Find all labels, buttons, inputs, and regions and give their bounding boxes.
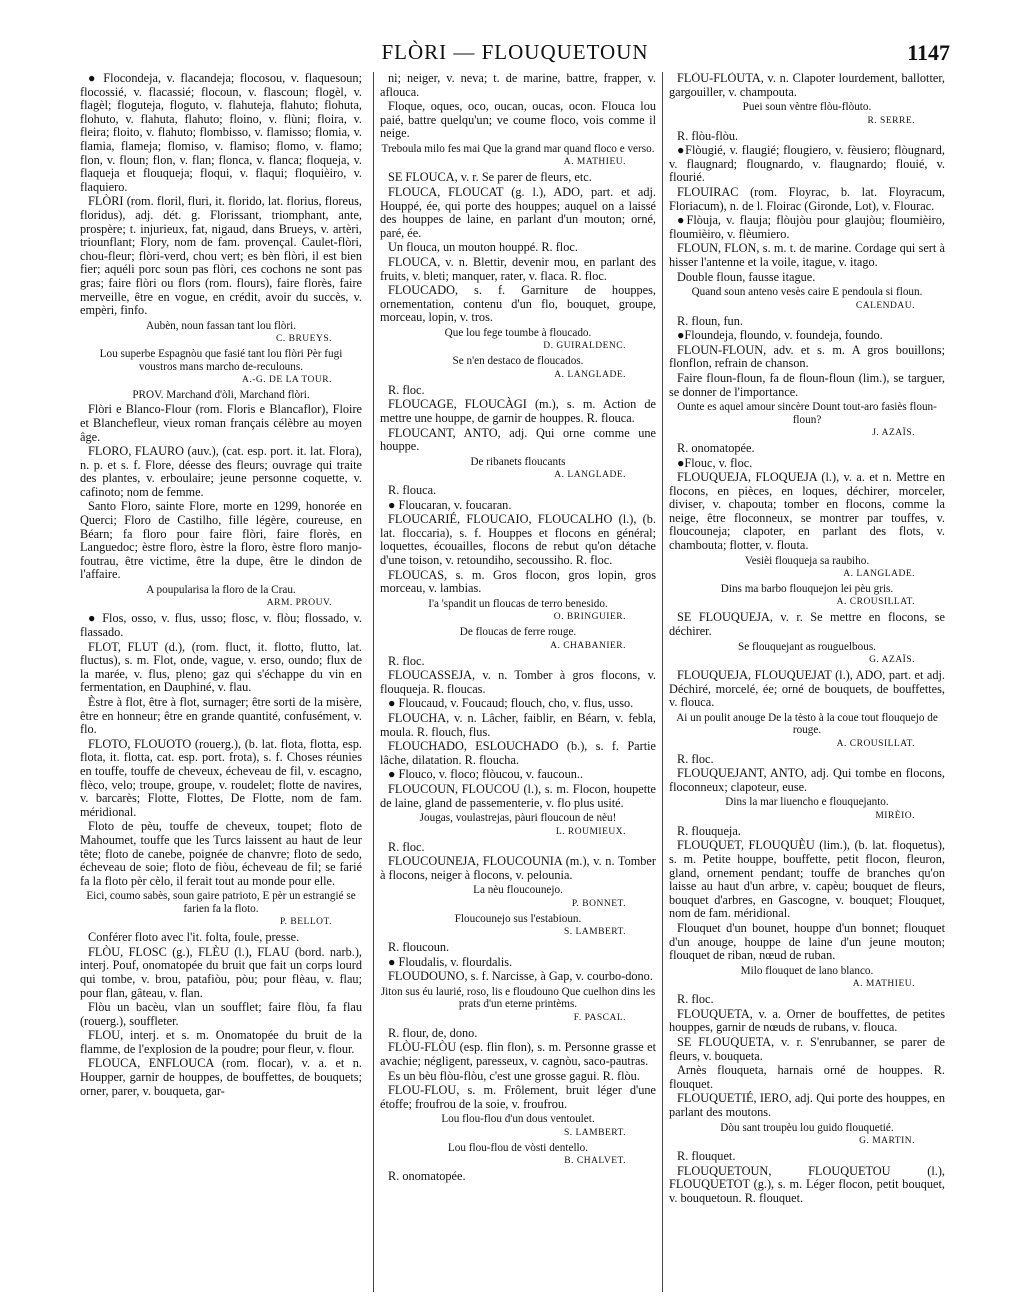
entry-paragraph: FLOTO, FLOUOTO (rouerg.), (b. lat. flota, flotta, esp. flota, it. flotta, cat. esp. port. frota), s. f. Choses réunies en touffe, touffe de cheveux, écheveau de fil, v. escagno, flèco, velo; troupe, groupe, v. roudelet; flotte de navires, v. barcarès; Flotte, Flottes, De Flotte, nom de fam. méridional. bbox=[80, 736, 362, 819]
entry-paragraph: FLOUQUETA, v. a. Orner de bouffettes, de petites houppes, garnir de nœuds de rubans, v. flouca. bbox=[669, 1006, 945, 1035]
entry-paragraph: ●Flòugié, v. flaugié; flougiero, v. fèusiero; flòugnard, v. flaugnard; flougnardo, v. flaugnardo; flouié, v. flourié. bbox=[669, 143, 945, 185]
citation-quote: Ai un poulit anouge De la tèsto à la coue tout flouquejo de rouge. bbox=[676, 711, 938, 737]
citation-author: O. BRINGUIER. bbox=[553, 612, 626, 623]
citation-author: J. AZAÏS. bbox=[872, 427, 915, 438]
entry-paragraph: FLOUCHADO, ESLOUCHADO (b.), s. f. Partie lâche, dilatation. R. floucha. bbox=[380, 739, 656, 767]
entry-paragraph: FLOUCOUN, FLOUCOU (l.), s. m. Flocon, houpette de laine, gland de passementerie, v. flo plus usité. bbox=[380, 782, 656, 810]
entry-paragraph: FLOU, interj. et s. m. Onomatopée du bruit de la flamme, de l'explosion de la poudre; pour fleur, v. flour. bbox=[80, 1028, 362, 1056]
citation-author: P. BELLOT. bbox=[279, 917, 332, 928]
citation-author: C. BRUEYS. bbox=[276, 334, 332, 345]
citation-quote: Dòu sant troupèu lou guido flouquetié. bbox=[720, 1121, 894, 1134]
entry-paragraph: Un flouca, un mouton houppé. R. floc. bbox=[388, 240, 578, 255]
column-3 bbox=[662, 72, 945, 1292]
entry-paragraph: Es un bèu flòu-flòu, c'est une grosse gagui. R. flòu. bbox=[388, 1068, 640, 1083]
entry-paragraph: FLOUCARIÉ, FLOUCAIO, FLOUCALHO (l.), (b. lat. floccaria), s. f. Houppes et flocons en général; loquettes, écouailles, flocons de rebut qu'on détache d'une toison, v. retoundiho, secoussiho. R. floc. bbox=[380, 512, 656, 568]
citation-author: A. CROUSILLAT. bbox=[836, 738, 915, 749]
entry-paragraph: R. flouqueja. bbox=[677, 823, 741, 838]
entry-paragraph: FLOUCOUNEJA, FLOUCOUNIA (m.), v. n. Tomber à flocons, neiger à flocons, v. pelounia. bbox=[380, 854, 656, 882]
entry-paragraph: R. onomatopée. bbox=[677, 440, 755, 455]
citation-author: B. CHALVET. bbox=[564, 1156, 626, 1167]
citation-quote: Vesièi flouqueja sa raubiho. bbox=[744, 554, 870, 567]
entry-paragraph: Double floun, fausse itague. bbox=[677, 269, 816, 284]
entry-paragraph: FLOUQUET, FLOUQUÈU (lim.), (b. lat. floquetus), s. m. Petite houppe, bouffette, petit flocon, fleuron, gland, ornement pendant; touffe de branches qu'on laisse au haut d'un arbre, v. capèu; bouquet de fleurs, bouquet d'arbres, en Gascogne, v. bouquet; Flouquet, nom de fam. méridional. bbox=[669, 838, 945, 921]
entry-paragraph: Conférer floto avec l'it. folta, foule, presse. bbox=[88, 930, 300, 945]
entry-paragraph: ni; neiger, v. neva; t. de marine, battre, frapper, v. aflouca. bbox=[380, 72, 656, 99]
entry-paragraph: FLOUCA, v. n. Blettir, devenir mou, en parlant des fruits, v. bleti; manquer, rater, v. flaca. R. floc. bbox=[380, 254, 656, 283]
citation-author: R. SERRE. bbox=[867, 115, 915, 126]
entry-paragraph: FLOUQUETOUN, FLOUQUETOU (l.), FLOUQUETOT (g.), s. m. Léger flocon, petit bouquet, v. bouquetoun. R. flouquet. bbox=[669, 1163, 945, 1205]
entry-paragraph: ●Flouc, v. floc. bbox=[677, 455, 753, 470]
column-2 bbox=[373, 72, 656, 1292]
entry-paragraph: FLOUCAGE, FLOUCÀGI (m.), s. m. Action de mettre une houppe, de garnir de houppes. R. flouca. bbox=[380, 397, 656, 425]
citation-author: A. CROUSILLAT. bbox=[836, 597, 915, 608]
citation-author: G. MARTIN. bbox=[859, 1135, 915, 1146]
entry-paragraph: FLORO, FLAURO (auv.), (cat. esp. port. it. lat. Flora), n. p. et s. f. Flore, déesse des fleurs; ouvrage qui traite des plantes, v. erboulaire; jeune personne coquette, v. cafinoto; nom de femme. bbox=[80, 444, 362, 499]
entry-paragraph: R. onomatopée. bbox=[388, 1169, 466, 1184]
citation-author: ARM. PROUV. bbox=[266, 598, 332, 609]
citation-author: A. LANGLADE. bbox=[843, 569, 915, 580]
citation-author: G. AZAÏS. bbox=[869, 655, 915, 666]
citation-author: L. ROUMIEUX. bbox=[555, 826, 626, 837]
entry-paragraph: Floto de pèu, touffe de cheveux, toupet; floto de Mahoumet, touffe que les Turcs laissent au haut de leur tête; floto de canebe, poignée de chanvre; floto de sedo, écheveau de soie; floto de fiòu, écheveau de fil; se farié fa la floto pèr cèlo, il ferait tout au monde pour elle. bbox=[80, 819, 362, 888]
entry-paragraph: ● Floucaran, v. foucaran. bbox=[388, 497, 512, 512]
entry-paragraph: FLÒU-FLÒUTA, v. n. Clapoter lourdement, ballotter, gargouiller, v. champouta. bbox=[669, 72, 945, 99]
entry-paragraph: FLOUCASSEJA, v. n. Tomber à gros flocons, v. flouqueja. R. floucas. bbox=[380, 668, 656, 696]
entry-paragraph: R. floc. bbox=[677, 992, 714, 1007]
entry-paragraph: SE FLOUCA, v. r. Se parer de fleurs, etc. bbox=[388, 170, 592, 185]
entry-paragraph: ●Floundeja, floundo, v. foundeja, foundo. bbox=[677, 328, 883, 343]
page-header bbox=[80, 40, 950, 70]
citation-quote: Puei soun vèntre flòu-flòuto. bbox=[742, 101, 872, 114]
entry-paragraph: ● Flocondeja, v. flacandeja; flocosou, v. flaquesoun; flocossié, v. flacassié; flocoun, v. flascoun; flogèl, v. flagèl; floguteja, floguto, v. flahuteja, flahuto; flohuta, flohuto, v. flahuta, flahuto; floino, v. flùni; floira, v. fleira; floito, v. flahuto; flombisso, v. flamisso; flomia, v. flamia, flameja; flomiso, v. flamiso; flomo, v. flamo; flon, v. floun; flon, v. flan; flonca, v. flanca; floqueja, v. flaqueja et flouqueja; floqui, v. flaqui; floquièiro, v. flaquiero. bbox=[80, 72, 362, 194]
entry-paragraph: Flouquet d'un bounet, houppe d'un bonnet; flouquet d'un anouge, houppe de laine d'un jeune mouton; flouquet de riban, nœud de ruban. bbox=[669, 921, 945, 963]
entry-paragraph: FLOUCAS, s. m. Gros flocon, gros lopin, gros morceau, v. lambias. bbox=[380, 567, 656, 596]
citation-quote: Floucounejo sus l'estabioun. bbox=[454, 912, 582, 925]
citation-quote: Dins la mar liuencho e flouquejanto. bbox=[725, 796, 889, 809]
entry-paragraph: R. floc. bbox=[388, 382, 425, 397]
entry-paragraph: FLOUCANT, ANTO, adj. Qui orne comme une houppe. bbox=[380, 425, 656, 454]
entry-paragraph: FLOUQUEJA, FLOUQUEJAT (l.), ADO, part. et adj. Déchiré, morcelé, ée; orné de bouquets, de bouffettes, v. flouca. bbox=[669, 668, 945, 710]
entry-paragraph: FLOUCA, FLOUCAT (g. l.), ADO, part. et adj. Houppé, ée, qui porte des houppes; auquel on a laissé des houppes de laine, en parlant d'un mouton; orné, paré, ée. bbox=[380, 184, 656, 240]
entry-paragraph: R. floc. bbox=[388, 653, 425, 668]
citation-quote: De ribanets floucants bbox=[470, 455, 566, 468]
citation-quote: Eici, coumo sabès, soun gaire patrioto, E pèr un estrangié se farien fa la floto. bbox=[86, 890, 356, 915]
entry-paragraph: R. floun, fun. bbox=[677, 313, 743, 328]
entry-paragraph: R. floucoun. bbox=[388, 940, 450, 955]
entry-paragraph: SE FLOUQUETA, v. r. S'enrubanner, se parer de fleurs, v. bouqueta. bbox=[669, 1034, 945, 1063]
citation-quote: I'a 'spandit un floucas de terro benesido. bbox=[428, 597, 608, 610]
entry-paragraph: R. flòu-flòu. bbox=[677, 128, 739, 143]
entry-paragraph: Faire floun-floun, fa de floun-floun (lim.), se targuer, se donner de l'importance. bbox=[669, 370, 945, 399]
entry-paragraph: ●Flòuja, v. flauja; flòujòu pour glaujòu; floumièiro, floumièiro, v. flèumiero. bbox=[669, 213, 945, 241]
citation-author: F. PASCAL. bbox=[573, 1012, 626, 1023]
citation-quote: Jougas, voulastrejas, pàuri floucoun de nèu! bbox=[419, 812, 617, 825]
entry-paragraph: R. flouquet. bbox=[677, 1148, 736, 1163]
entry-paragraph: FLOT, FLUT (d.), (rom. fluct, it. flotto, flutto, lat. fluctus), s. m. Flot, onde, vague, v. erso, oundo; flux de la marée, v. flus, pleno; gaz qui s'échappe du vin en fermentation, en Dauphiné, v. flau. bbox=[80, 639, 362, 695]
citation-author: D. GUIRALDENC. bbox=[543, 341, 626, 352]
entry-paragraph: FLÒRI (rom. floril, fluri, it. florido, lat. florius, floreus, floridus), adj. dét. g. Florissant, triomphant, ante, prospère; t. injurieux, fat, nigaud, dans Brueys, v. artèri, triounflant; Flory, nom de fam. provençal. Caulet-flòri, chou-fleur; flòri-verd, chou vert; es bèn flòri, il est bien fier; aquéli porc soun pas flòri, ces cochons ne sont pas gras; faire flòri ou flors (rom. flours), faire florès, faire merveille, être en vogue, en crédit, avoir du succès, v. empèri, finfo. bbox=[80, 194, 362, 318]
entry-paragraph: FLOUIRAC (rom. Floyrac, b. lat. Floyracum, Floriacum), n. de l. Floirac (Gironde, Lot), v. Flourac. bbox=[669, 184, 945, 213]
entry-paragraph: R. floc. bbox=[677, 751, 714, 766]
entry-paragraph: FLOU-FLOU, s. m. Frôlement, bruit léger d'une étoffe; froufrou de la soie, v. froufrou. bbox=[380, 1083, 656, 1111]
citation-author: A.-G. DE LA TOUR. bbox=[242, 374, 332, 385]
citation-author: MIRÈIO. bbox=[875, 810, 915, 821]
entry-paragraph: ● Floudalis, v. flourdalis. bbox=[388, 954, 513, 969]
entry-paragraph: Flòri e Blanco-Flour (rom. Floris e Blancaflor), Floire et Blanchefleur, vieux roman français célèbre au moyen âge. bbox=[80, 402, 362, 444]
citation-quote: Lou flou-flou d'un dous ventoulet. bbox=[441, 1113, 595, 1126]
citation-quote: Aubèn, noun fassan tant lou flòri. bbox=[145, 319, 297, 332]
citation-author: S. LAMBERT. bbox=[563, 1127, 626, 1138]
page-number: 1147 bbox=[907, 40, 950, 65]
citation-quote: Quand soun anteno vesès caire E pendoula si floun. bbox=[691, 286, 923, 299]
running-title: FLÒRI — FLOUQUETOUN bbox=[381, 40, 649, 64]
citation-quote: Lou flou-flou de vòsti dentello. bbox=[447, 1141, 589, 1154]
column-1 bbox=[80, 72, 362, 1292]
citation-quote: Que lou fege toumbe à floucado. bbox=[444, 326, 592, 339]
citation-quote: Milo flouquet de lano blanco. bbox=[740, 964, 874, 977]
citation-author: A. MATHIEU. bbox=[852, 979, 915, 990]
entry-paragraph: FLOUQUEJANT, ANTO, adj. Qui tombe en flocons, floconneux; clapoteur, euse. bbox=[669, 766, 945, 794]
citation-author: A. MATHIEU. bbox=[563, 157, 626, 168]
citation-quote: Ounte es aquel amour sincère Dount tout-aro fasiès floun-floun? bbox=[677, 401, 937, 426]
text-columns bbox=[80, 72, 950, 1292]
citation-author: CALENDAU. bbox=[855, 300, 915, 311]
entry-paragraph: Èstre à flot, être à flot, surnager; être sorti de la misère, être en honneur; être en grande quantité, confusément, v. flo. bbox=[80, 695, 362, 737]
entry-paragraph: R. floc. bbox=[388, 839, 425, 854]
citation-quote: La nèu floucounejo. bbox=[473, 884, 563, 897]
citation-quote: Treboula milo fes mai Que la grand mar quand floco e verso. bbox=[381, 142, 655, 155]
citation-author: P. BONNET. bbox=[571, 898, 626, 909]
entry-paragraph: ● Flouco, v. floco; flòucou, v. faucoun.. bbox=[388, 767, 584, 782]
citation-quote: PROV. Marchand d'òli, Marchand flòri. bbox=[132, 388, 310, 401]
entry-paragraph: R. flouca. bbox=[388, 483, 437, 498]
entry-paragraph: FLOUCADO, s. f. Garniture de houppes, ornementation, contenu d'un flo, bouquet, groupe, morceau, lopin, v. tros. bbox=[380, 283, 656, 325]
entry-paragraph: FLOUDOUNO, s. f. Narcisse, à Gap, v. courbo-dono. bbox=[388, 969, 653, 984]
entry-paragraph: FLOUQUEJA, FLOQUEJA (l.), v. a. et n. Mettre en flocons, en pièces, en loques, déchirer, morceler, diviser, v. chapouta; tomber en flocons, comme la neige, être floconneux, se montrer par touffes, v. floucouneja; clapoter, en parlant des flots, v. chambouta; flotter, v. flouta. bbox=[669, 470, 945, 553]
citation-author: A. CHABANIER. bbox=[550, 640, 626, 651]
entry-paragraph: FLOUQUETIÉ, IERO, adj. Qui porte des houppes, en parlant des moutons. bbox=[669, 1091, 945, 1119]
citation-quote: Dins ma barbo flouquejon lei pèu gris. bbox=[720, 583, 894, 596]
citation-author: A. LANGLADE. bbox=[554, 470, 626, 481]
citation-quote: Jiton sus éu laurié, roso, lis e floudouno Que cuelhon dins les prats d'un eterne printèms. bbox=[380, 985, 656, 1011]
entry-paragraph: FLOUN, FLON, s. m. t. de marine. Cordage qui sert à hisser l'antenne et la voile, itague, v. itago. bbox=[669, 241, 945, 269]
citation-quote: Lou superbe Espagnòu que fasié tant lou flòri Pèr fugi voustros mans marcho de-reculouns. bbox=[99, 348, 343, 373]
entry-paragraph: FLÒU, FLOSC (g.), FLÈU (l.), FLAU (bord. narb.), interj. Pouf, onomatopée du bruit que fait un corps lourd qui tombe, v. brou, patafiòu, pòu; pour flèau, v. flau; pour flan, gâteau, v. flan. bbox=[80, 944, 362, 1000]
entry-paragraph: Flòu un bacèu, vlan un soufflet; faire flòu, fa flau (rouerg.), souffleter. bbox=[80, 1000, 362, 1028]
entry-paragraph: ● Flos, osso, v. flus, usso; flosc, v. flòu; flossado, v. flassado. bbox=[80, 611, 362, 640]
entry-paragraph: Floque, oques, oco, oucan, oucas, ocon. Flouca lou paié, battre quelqu'un; ve coume floco, vois comme il neige. bbox=[380, 99, 656, 141]
citation-quote: De floucas de ferre rouge. bbox=[459, 626, 577, 639]
citation-author: S. LAMBERT. bbox=[563, 927, 626, 938]
entry-paragraph: R. flour, de, dono. bbox=[388, 1025, 478, 1040]
citation-quote: A poupularisa la floro de la Crau. bbox=[146, 584, 296, 597]
entry-paragraph: FLOUCA, ENFLOUCA (rom. flocar), v. a. et n. Houpper, garnir de houppes, de bouffettes, de bouquets; orner, parer, v. bouqueta, gar- bbox=[80, 1056, 362, 1098]
entry-paragraph: FLOUCHA, v. n. Lâcher, faiblir, en Béarn, v. febla, moula. R. flouch, flus. bbox=[380, 711, 656, 739]
entry-paragraph: FLÒU-FLÒU (esp. flin flon), s. m. Personne grasse et avachie; négligent, paresseux, v. cagnòu, saco-pautras. bbox=[380, 1040, 656, 1068]
citation-author: A. LANGLADE. bbox=[554, 369, 626, 380]
entry-paragraph: SE FLOUQUEJA, v. r. Se mettre en flocons, se déchirer. bbox=[669, 610, 945, 639]
entry-paragraph: ● Floucaud, v. Foucaud; flouch, cho, v. flus, usso. bbox=[388, 696, 634, 711]
entry-paragraph: FLOUN-FLOUN, adv. et s. m. A gros bouillons; flonflon, refrain de chanson. bbox=[669, 342, 945, 371]
citation-quote: Se flouquejant as rouguelbous. bbox=[738, 640, 876, 653]
entry-paragraph: Santo Floro, sainte Flore, morte en 1299, honorée en Querci; Floro de Castilho, fille légère, coureuse, en Béarn; fa floro pour faire flòri, faire florès, en Languedoc; èstre floro, èstre la floro, èstre floro manjo-foutrau, être victime, être la dupe, être le dindon de l'affaire. bbox=[80, 499, 362, 582]
entry-paragraph: Arnès flouqueta, harnais orné de houppes. R. flouquet. bbox=[669, 1063, 945, 1091]
citation-quote: Se n'en destaco de floucados. bbox=[452, 355, 584, 368]
